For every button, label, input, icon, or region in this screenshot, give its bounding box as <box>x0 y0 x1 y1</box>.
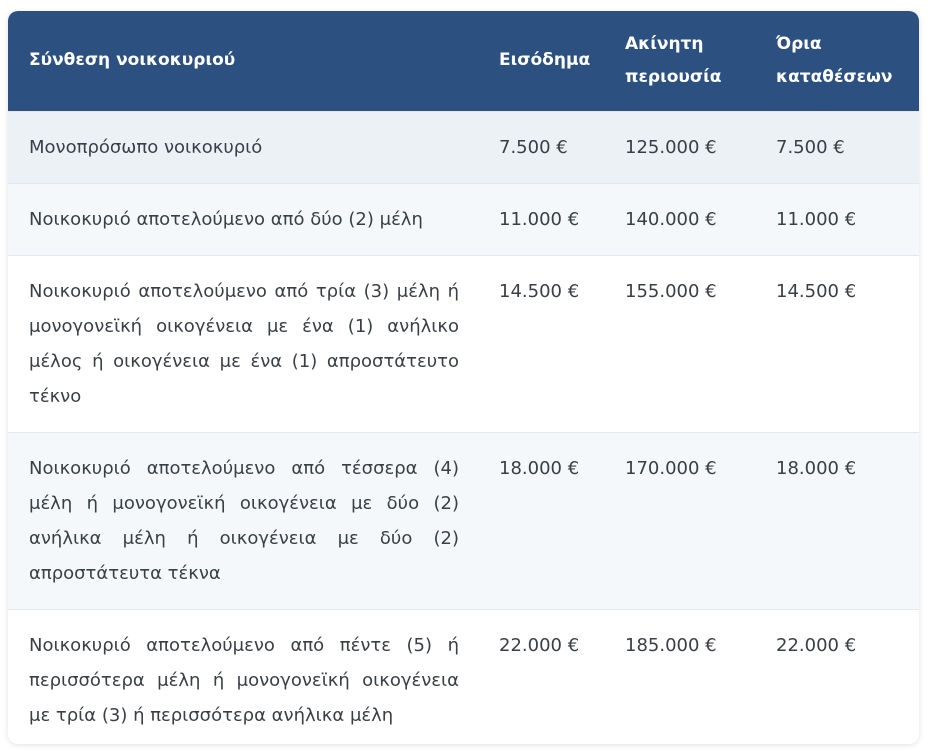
cell-household: Νοικοκυριό αποτελούμενο από τρία (3) μέλη ή μονογονεϊκή οικογένεια με ένα (1) ανήλικο μέλος ή οικογένεια με ένα (1) απροστάτευτο τέκνο <box>8 255 479 432</box>
cell-household: Νοικοκυριό αποτελούμενο από πέντε (5) ή περισσότερα μέλη ή μονογονεϊκή οικογένεια με τρία (3) ή περισσότερα ανήλικα μέλη <box>8 609 479 744</box>
cell-property: 185.000 € <box>605 609 756 744</box>
cell-property: 125.000 € <box>605 111 756 183</box>
cell-property: 170.000 € <box>605 432 756 609</box>
table-row <box>8 255 919 432</box>
cell-deposits: 14.500 € <box>756 255 919 432</box>
cell-household: Νοικοκυριό αποτελούμενο από δύο (2) μέλη <box>8 183 479 255</box>
eligibility-table <box>8 11 919 744</box>
cell-property: 140.000 € <box>605 183 756 255</box>
cell-income: 11.000 € <box>479 183 605 255</box>
header-real-estate: Ακίνητη περιουσία <box>625 33 722 87</box>
cell-household: Νοικοκυριό αποτελούμενο από τέσσερα (4) μέλη ή μονογονεϊκή οικογένεια με δύο (2) ανήλικα μέλη ή οικογένεια με δύο (2) απροστάτευτα τέκνα <box>8 432 479 609</box>
header-income: Εισόδημα <box>499 50 591 71</box>
table-row <box>8 432 919 609</box>
header-deposit-limits: Όρια καταθέσεων <box>776 33 893 87</box>
table-row <box>8 183 919 255</box>
cell-household: Μονοπρόσωπο νοικοκυριό <box>8 111 479 183</box>
eligibility-table-card <box>8 11 919 744</box>
table-header-row <box>8 11 919 111</box>
cell-deposits: 18.000 € <box>756 432 919 609</box>
cell-income: 14.500 € <box>479 255 605 432</box>
table-row <box>8 111 919 183</box>
cell-income: 18.000 € <box>479 432 605 609</box>
cell-deposits: 11.000 € <box>756 183 919 255</box>
cell-deposits: 22.000 € <box>756 609 919 744</box>
table-row <box>8 609 919 744</box>
header-household-composition: Σύνθεση νοικοκυριού <box>29 50 236 71</box>
cell-income: 22.000 € <box>479 609 605 744</box>
cell-income: 7.500 € <box>479 111 605 183</box>
cell-deposits: 7.500 € <box>756 111 919 183</box>
cell-property: 155.000 € <box>605 255 756 432</box>
